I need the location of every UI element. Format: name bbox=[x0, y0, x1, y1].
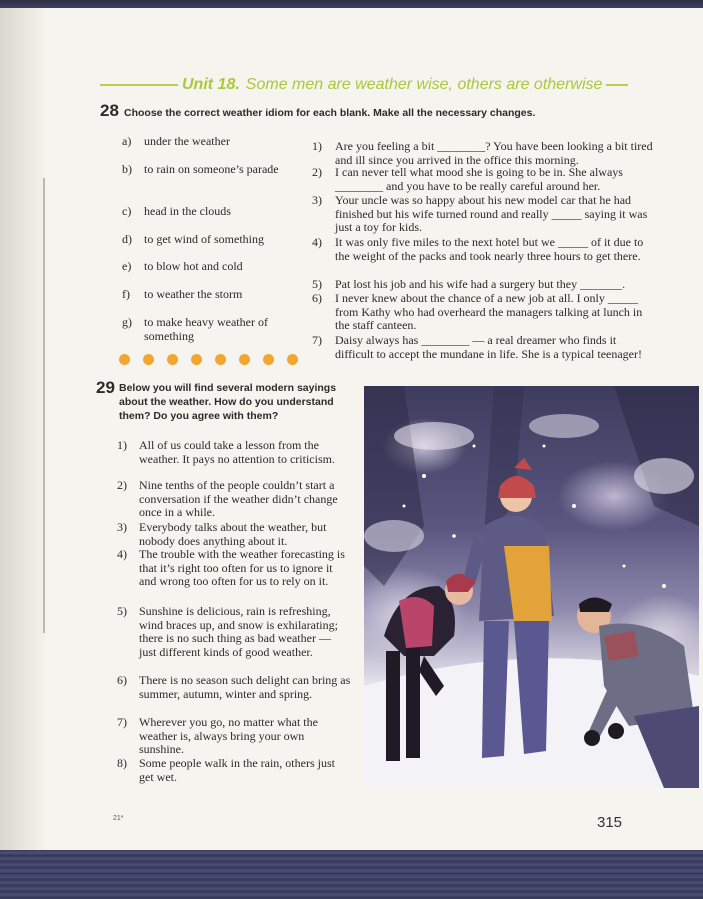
idiom-letter: d) bbox=[122, 232, 132, 246]
question-text: Pat lost his job and his wife had a surgery but they _______. bbox=[335, 277, 626, 291]
saying-item bbox=[117, 479, 357, 520]
idiom-text: under the weather bbox=[144, 134, 230, 148]
saying-number: 5) bbox=[117, 604, 127, 618]
saying-number: 8) bbox=[117, 756, 127, 770]
idiom-text: to make heavy weather of something bbox=[144, 315, 268, 343]
dot-icon bbox=[239, 354, 250, 365]
idiom-letter: g) bbox=[122, 315, 132, 329]
idiom-item bbox=[122, 287, 284, 301]
question-text: It was only five miles to the next hotel but we _____ of it due to the weight of the packs and took nearly three hours to get there. bbox=[335, 235, 644, 263]
question-item bbox=[312, 194, 662, 235]
dot-icon bbox=[167, 354, 178, 365]
saying-text: The trouble with the weather forecasting is that it’s right too often for us to ignore it and wrong too often for us to rely on it. bbox=[139, 547, 345, 589]
idiom-text: to rain on someone’s parade bbox=[144, 162, 279, 176]
idiom-item bbox=[122, 259, 284, 273]
question-item bbox=[312, 334, 662, 361]
idiom-item bbox=[122, 315, 284, 343]
exercise-28-number: 28 bbox=[100, 101, 119, 120]
book-page bbox=[0, 8, 703, 853]
idiom-letter: a) bbox=[122, 134, 132, 148]
saying-text: Wherever you go, no matter what the weather is, always bring your own sunshine. bbox=[139, 715, 318, 757]
saying-item bbox=[117, 439, 357, 466]
snow-photo bbox=[364, 386, 699, 788]
question-item bbox=[312, 278, 662, 292]
idiom-item bbox=[122, 232, 284, 246]
exercise-28-instruction: Choose the correct weather idiom for each blank. Make all the necessary changes. bbox=[124, 107, 536, 119]
idiom-letter: c) bbox=[122, 204, 132, 218]
question-item bbox=[312, 140, 662, 167]
question-number: 5) bbox=[312, 277, 322, 291]
page-number: 315 bbox=[597, 814, 623, 831]
idiom-letter: f) bbox=[122, 287, 130, 301]
saying-item bbox=[117, 605, 357, 659]
saying-number: 1) bbox=[117, 438, 127, 452]
saying-number: 7) bbox=[117, 715, 127, 729]
saying-text: All of us could take a lesson from the weather. It pays no attention to criticism. bbox=[139, 438, 335, 466]
saying-text: Nine tenths of the people couldn’t start a conversation if the weather didn’t change once in a while. bbox=[139, 478, 338, 520]
unit-label: Unit 18. bbox=[182, 76, 240, 93]
unit-subtitle: Some men are weather wise, others are otherwise bbox=[245, 76, 603, 93]
question-number: 7) bbox=[312, 333, 322, 347]
saying-number: 6) bbox=[117, 673, 127, 687]
heading-rule-right bbox=[606, 84, 628, 86]
scanner-bottom-edge bbox=[0, 850, 703, 899]
footnote-mark: 21* bbox=[113, 815, 124, 822]
question-number: 1) bbox=[312, 139, 322, 153]
dot-icon bbox=[215, 354, 226, 365]
question-number: 4) bbox=[312, 235, 322, 249]
dot-icon bbox=[119, 354, 130, 365]
snow-scene-illustration bbox=[364, 386, 699, 788]
idiom-letter: b) bbox=[122, 162, 132, 176]
question-text: I never knew about the chance of a new job at all. I only _____ from Kathy who had overheard the managers talking at lunch in the staff canteen. bbox=[335, 291, 643, 333]
saying-item bbox=[117, 521, 357, 548]
dot-icon bbox=[191, 354, 202, 365]
unit-heading bbox=[100, 72, 660, 98]
saying-number: 3) bbox=[117, 520, 127, 534]
saying-text: There is no season such delight can bring as summer, autumn, winter and spring. bbox=[139, 673, 351, 701]
exercise-29-number: 29 bbox=[96, 378, 115, 397]
saying-text: Sunshine is delicious, rain is refreshing, wind braces up, and snow is exhilarating; there is no such thing as bad weather — just different kinds of good weather. bbox=[139, 604, 338, 659]
heading-rule-left bbox=[100, 84, 178, 86]
idiom-letter: e) bbox=[122, 259, 132, 273]
saying-item bbox=[117, 548, 357, 589]
saying-item bbox=[117, 757, 357, 784]
saying-text: Everybody talks about the weather, but nobody does anything about it. bbox=[139, 520, 327, 548]
question-number: 2) bbox=[312, 165, 322, 179]
saying-text: Some people walk in the rain, others just get wet. bbox=[139, 756, 335, 784]
question-text: Daisy always has ________ — a real dreamer who finds it difficult to accept the mundane in life. She is a typical teenager! bbox=[335, 333, 642, 361]
idiom-item bbox=[122, 134, 284, 148]
question-text: Are you feeling a bit ________? You have been looking a bit tired and ill since you arrived in the office this morning. bbox=[335, 139, 653, 167]
binding-shadow bbox=[43, 178, 45, 633]
dot-icon bbox=[143, 354, 154, 365]
saying-number: 4) bbox=[117, 547, 127, 561]
idiom-item bbox=[122, 204, 284, 218]
decorative-dots bbox=[119, 354, 311, 365]
idiom-text: to get wind of something bbox=[144, 232, 264, 246]
exercise-29-instruction: Below you will find several modern sayings about the weather. How do you understand them? Do you agree with them? bbox=[119, 382, 337, 422]
idiom-text: to weather the storm bbox=[144, 287, 243, 301]
saying-item bbox=[117, 716, 357, 757]
question-item bbox=[312, 236, 662, 263]
saying-number: 2) bbox=[117, 478, 127, 492]
idiom-text: to blow hot and cold bbox=[144, 259, 243, 273]
question-text: Your uncle was so happy about his new model car that he had finished but his wife turned round and really _____ saying it was just a toy for kids. bbox=[335, 193, 648, 235]
saying-item bbox=[117, 674, 357, 701]
idiom-text: head in the clouds bbox=[144, 204, 231, 218]
question-text: I can never tell what mood she is going to be in. She always ________ and you have to be really careful around her. bbox=[335, 165, 623, 193]
question-item bbox=[312, 166, 662, 193]
question-number: 3) bbox=[312, 193, 322, 207]
idiom-item bbox=[122, 162, 284, 176]
question-item bbox=[312, 292, 662, 333]
dot-icon bbox=[263, 354, 274, 365]
dot-icon bbox=[287, 354, 298, 365]
question-number: 6) bbox=[312, 291, 322, 305]
